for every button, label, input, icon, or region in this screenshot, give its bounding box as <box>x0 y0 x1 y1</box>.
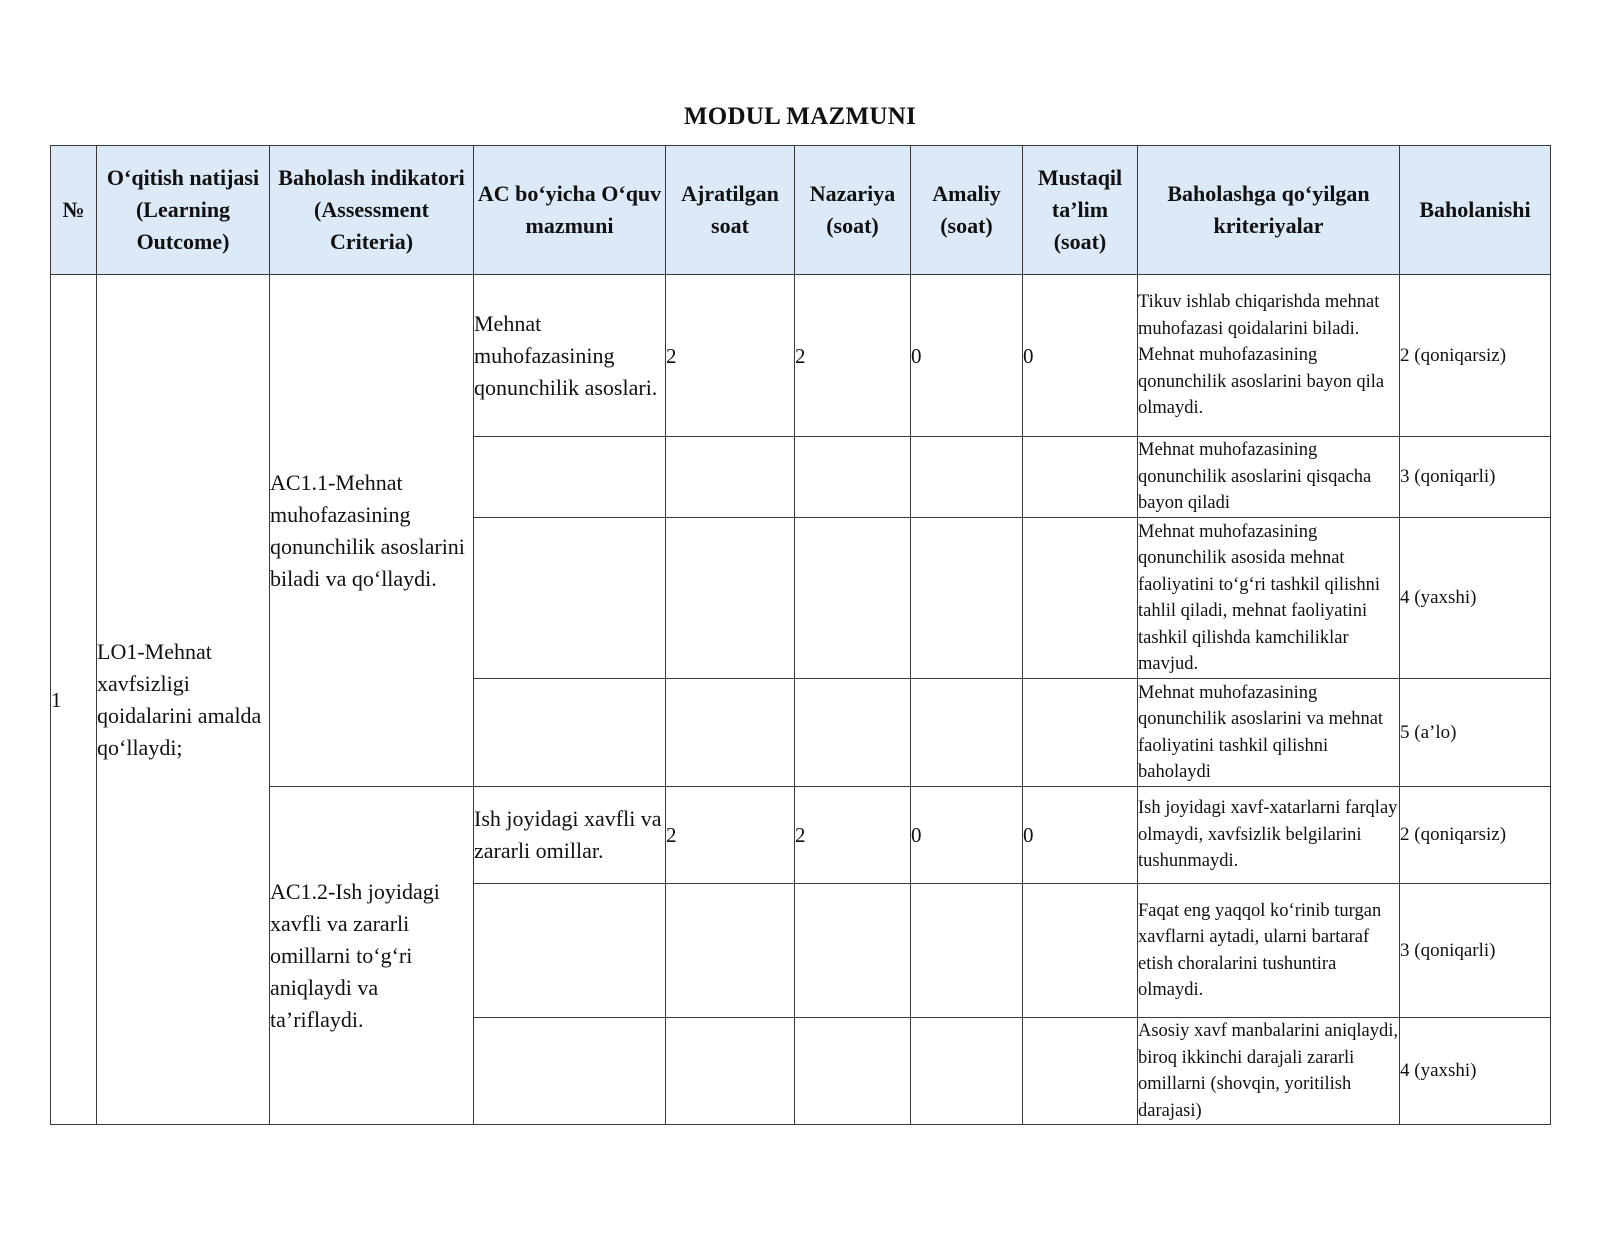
header-theory-hours: Nazariya (soat) <box>795 146 911 275</box>
header-grade: Baholanishi <box>1400 146 1551 275</box>
page-title: MODUL MAZMUNI <box>683 103 917 130</box>
practice-hours-cell-empty <box>911 1018 1023 1125</box>
independent-hours-cell: 0 <box>1023 787 1138 884</box>
criteria-cell: Faqat eng yaqqol ko‘rinib turgan xavflarni aytadi, ularni bartaraf etish choralarini tushuntira olmaydi. <box>1138 884 1400 1018</box>
criteria-cell: Ish joyidagi xavf-xatarlarni farqlay olmaydi, xavfsizlik belgilarini tushunmaydi. <box>1138 787 1400 884</box>
criteria-cell: Mehnat muhofazasining qonunchilik asoslarini va mehnat faoliyatini tashkil qilishni baholaydi <box>1138 679 1400 787</box>
grade-cell: 5 (a’lo) <box>1400 679 1551 787</box>
independent-hours-cell-empty <box>1023 679 1138 787</box>
grade-cell: 4 (yaxshi) <box>1400 1018 1551 1125</box>
content-cell-empty <box>474 518 666 679</box>
allocated-hours-cell: 2 <box>666 275 795 437</box>
grade-cell: 3 (qoniqarli) <box>1400 437 1551 518</box>
allocated-hours-cell-empty <box>666 884 795 1018</box>
content-cell-empty <box>474 1018 666 1125</box>
theory-hours-cell-empty <box>795 679 911 787</box>
allocated-hours-cell: 2 <box>666 787 795 884</box>
content-cell-empty <box>474 679 666 787</box>
allocated-hours-cell-empty <box>666 1018 795 1125</box>
allocated-hours-cell-empty <box>666 518 795 679</box>
practice-hours-cell-empty <box>911 679 1023 787</box>
content-cell: Mehnat muhofazasining qonunchilik asoslari. <box>474 275 666 437</box>
criteria-cell: Asosiy xavf manbalarini aniqlaydi, biroq ikkinchi darajali zararli omillarni (shovqin, yoritilish darajasi) <box>1138 1018 1400 1125</box>
theory-hours-cell-empty <box>795 884 911 1018</box>
allocated-hours-cell-empty <box>666 437 795 518</box>
content-cell-empty <box>474 437 666 518</box>
grade-cell: 2 (qoniqarsiz) <box>1400 787 1551 884</box>
header-num: № <box>51 146 97 275</box>
header-row <box>51 146 1551 275</box>
header-allocated-hours: Ajratilgan soat <box>666 146 795 275</box>
header-criteria: Baholashga qo‘yilgan kriteriyalar <box>1138 146 1400 275</box>
theory-hours-cell: 2 <box>795 275 911 437</box>
learning-outcome-cell: LO1-Mehnat xavfsizligi qoidalarini amalda qo‘llaydi; <box>97 275 270 1125</box>
theory-hours-cell-empty <box>795 437 911 518</box>
grade-cell: 3 (qoniqarli) <box>1400 884 1551 1018</box>
practice-hours-cell-empty <box>911 437 1023 518</box>
content-cell: Ish joyidagi xavfli va zararli omillar. <box>474 787 666 884</box>
allocated-hours-cell-empty <box>666 679 795 787</box>
criteria-cell: Mehnat muhofazasining qonunchilik asosida mehnat faoliyatini to‘g‘ri tashkil qilishni tahlil qiladi, mehnat faoliyatini tashkil qilishda kamchiliklar mavjud. <box>1138 518 1400 679</box>
independent-hours-cell-empty <box>1023 1018 1138 1125</box>
header-practice-hours: Amaliy (soat) <box>911 146 1023 275</box>
criteria-cell: Tikuv ishlab chiqarishda mehnat muhofazasi qoidalarini biladi. Mehnat muhofazasining qonunchilik asoslarini bayon qila olmaydi. <box>1138 275 1400 437</box>
header-learning-outcome: O‘qitish natijasi (Learning Outcome) <box>97 146 270 275</box>
header-content: AC bo‘yicha O‘quv mazmuni <box>474 146 666 275</box>
content-cell-empty <box>474 884 666 1018</box>
assessment-indicator-cell: AC1.2-Ish joyidagi xavfli va zararli omillarni to‘g‘ri aniqlaydi va ta’riflaydi. <box>270 787 474 1125</box>
independent-hours-cell-empty <box>1023 518 1138 679</box>
theory-hours-cell: 2 <box>795 787 911 884</box>
practice-hours-cell: 0 <box>911 275 1023 437</box>
independent-hours-cell-empty <box>1023 884 1138 1018</box>
practice-hours-cell: 0 <box>911 787 1023 884</box>
module-content-table <box>50 145 1551 1125</box>
independent-hours-cell-empty <box>1023 437 1138 518</box>
table-row <box>51 275 1551 437</box>
practice-hours-cell-empty <box>911 518 1023 679</box>
grade-cell: 4 (yaxshi) <box>1400 518 1551 679</box>
grade-cell: 2 (qoniqarsiz) <box>1400 275 1551 437</box>
table-row <box>51 787 1551 884</box>
theory-hours-cell-empty <box>795 1018 911 1125</box>
header-assessment-criteria: Baholash indikatori (Assessment Criteria) <box>270 146 474 275</box>
row-number: 1 <box>51 275 97 1125</box>
criteria-cell: Mehnat muhofazasining qonunchilik asoslarini qisqacha bayon qiladi <box>1138 437 1400 518</box>
practice-hours-cell-empty <box>911 884 1023 1018</box>
header-independent-hours: Mustaqil ta’lim (soat) <box>1023 146 1138 275</box>
assessment-indicator-cell: AC1.1-Mehnat muhofazasining qonunchilik asoslarini biladi va qo‘llaydi. <box>270 275 474 787</box>
theory-hours-cell-empty <box>795 518 911 679</box>
independent-hours-cell: 0 <box>1023 275 1138 437</box>
